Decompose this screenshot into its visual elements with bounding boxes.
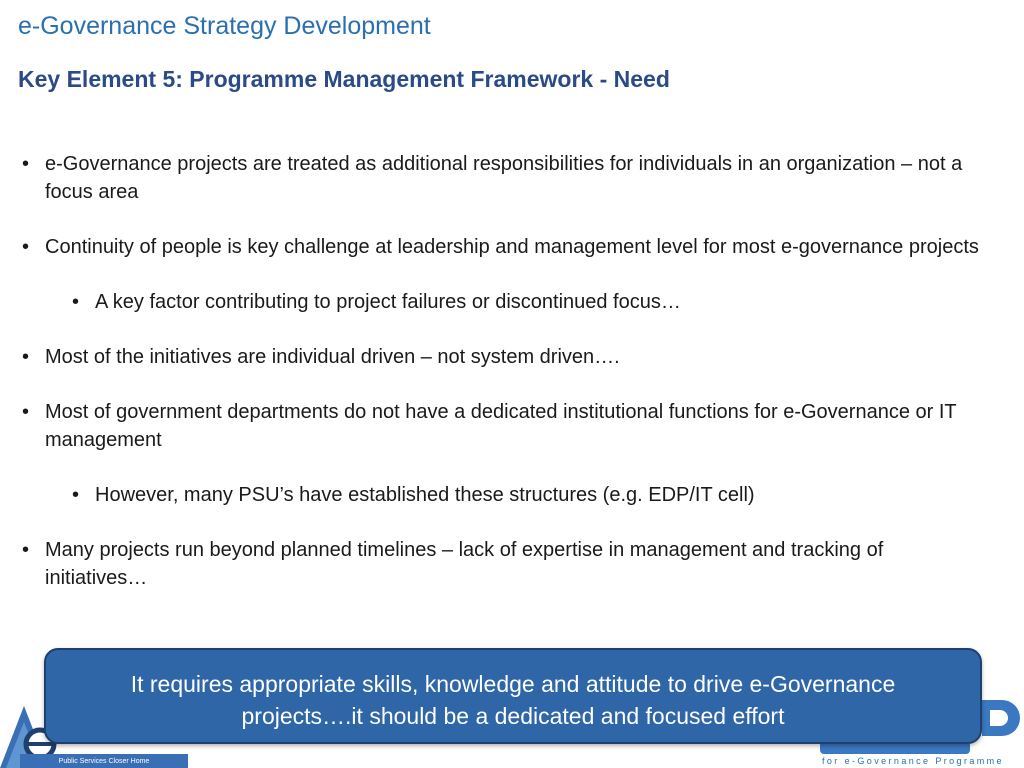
bullet-dot-icon: • (22, 346, 30, 368)
bullet-item (20, 150, 980, 206)
bullet-dot-icon: • (22, 153, 30, 175)
bullet-text: Most of the initiatives are individual driven – not system driven…. (45, 346, 620, 368)
bullet-list (20, 150, 980, 592)
bullet-text: Most of government departments do not have a dedicated institutional functions for e-Governance or IT management (45, 401, 957, 451)
bullet-text: Continuity of people is key challenge at leadership and management level for most e-governance projects (45, 236, 979, 258)
bullet-item (20, 536, 980, 592)
left-logo-tagline: Public Services Closer Home (20, 755, 188, 768)
bullet-dot-icon: • (22, 539, 30, 561)
bullet-text: e-Governance projects are treated as additional responsibilities for individuals in an organization – not a focus area (45, 153, 963, 203)
sub-bullet-item (70, 481, 980, 509)
bullet-dot-icon: • (22, 401, 30, 423)
bullet-text: A key factor contributing to project failures or discontinued focus… (95, 291, 681, 313)
bullet-dot-icon: • (22, 236, 30, 258)
bullet-item (20, 233, 980, 261)
callout-text: It requires appropriate skills, knowledge and attitude to drive e-Governance projects….it should be a dedicated and focused effort (130, 671, 896, 729)
bullet-text: Many projects run beyond planned timelines – lack of expertise in management and tracking of initiatives… (45, 539, 884, 589)
bullet-text: However, many PSU’s have established these structures (e.g. EDP/IT cell) (95, 484, 755, 506)
bullet-dot-icon: • (72, 291, 80, 313)
slide-title: Key Element 5: Programme Management Framework - Need (18, 66, 670, 92)
right-logo-text: for e-Governance Programme (822, 756, 1004, 766)
slide-header (18, 10, 1008, 94)
super-title: e-Governance Strategy Development (18, 12, 431, 40)
bullet-item (20, 398, 980, 454)
bullet-dot-icon: • (72, 484, 80, 506)
sub-bullet-item (70, 288, 980, 316)
bullet-item (20, 343, 980, 371)
callout-box (44, 648, 982, 744)
